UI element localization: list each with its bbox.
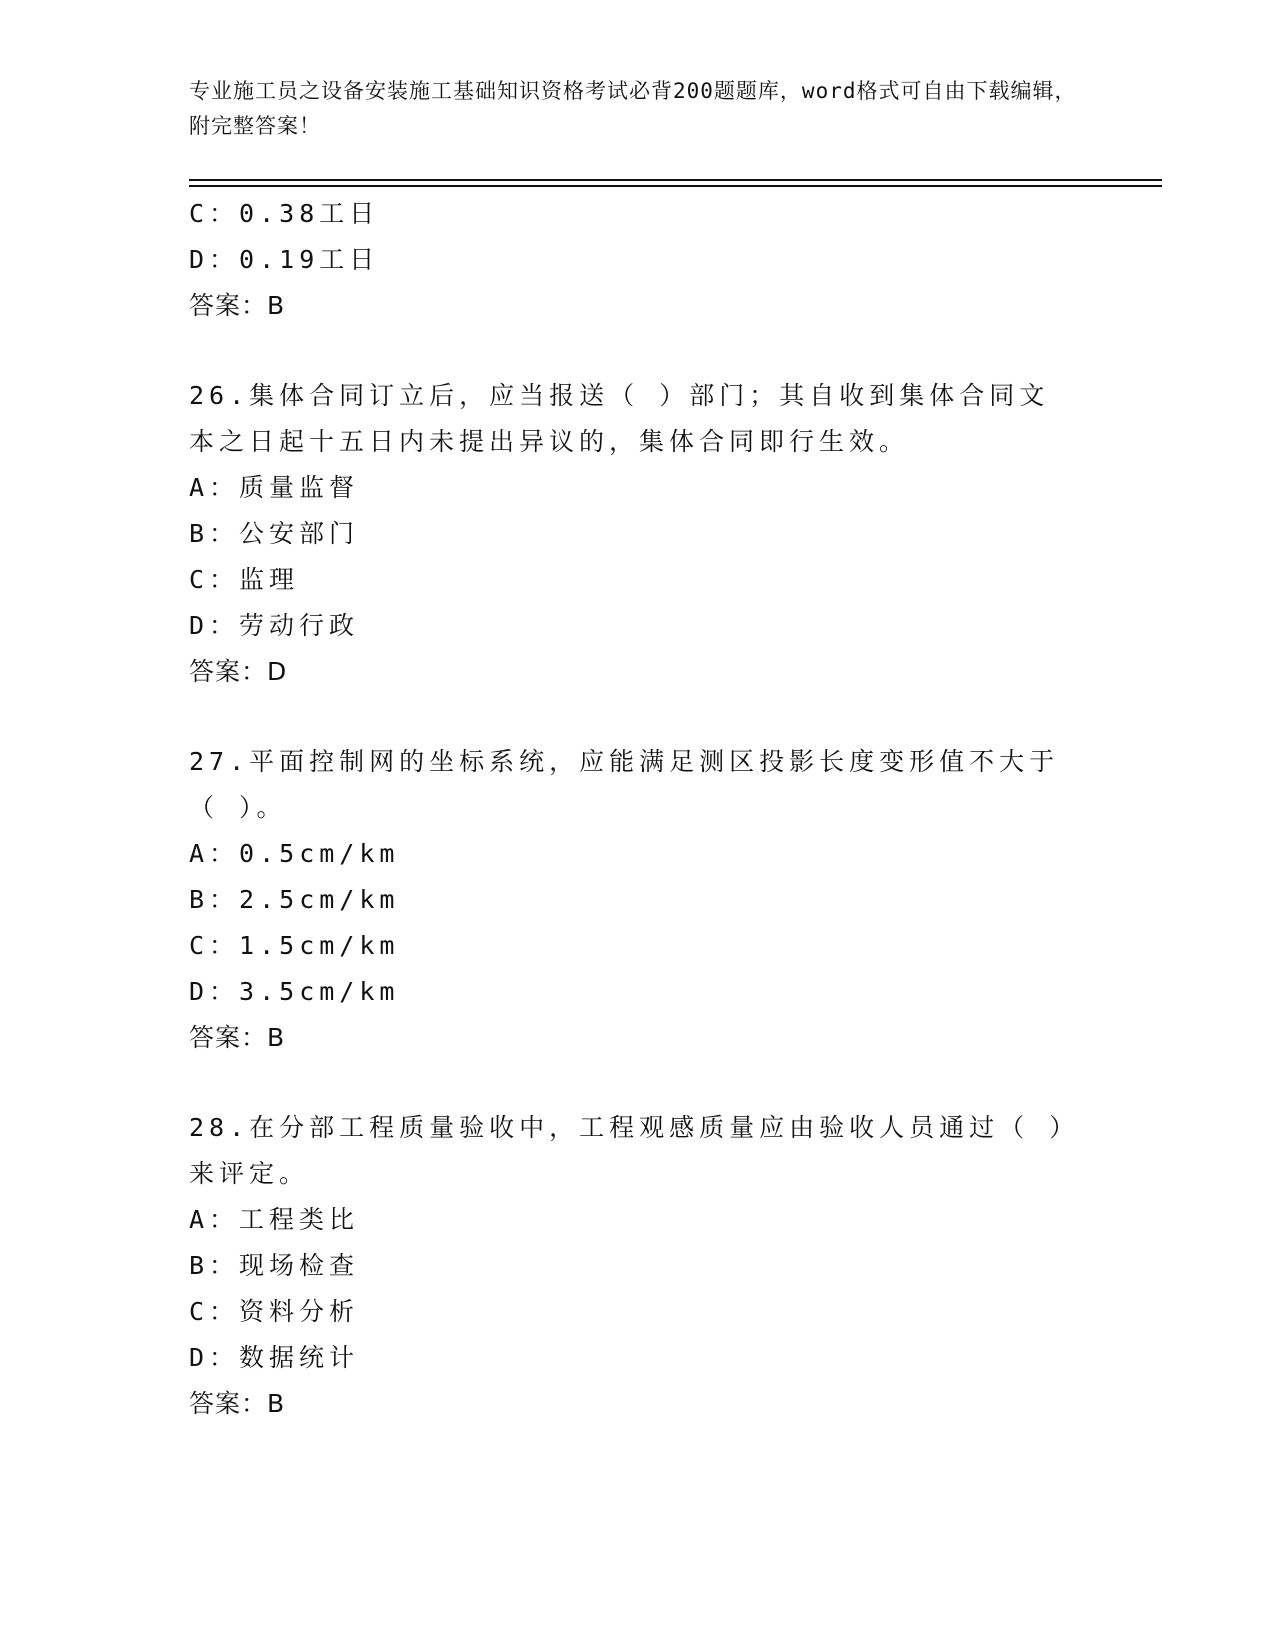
header-divider-bottom (189, 185, 1162, 187)
answer: 答案：B (189, 291, 286, 320)
option-c: C：监理 (189, 565, 300, 594)
document-body (189, 191, 1069, 1427)
question-27 (189, 739, 1069, 1061)
answer: 答案：D (189, 657, 288, 686)
document-header: 专业施工员之设备安装施工基础知识资格考试必背200题题库，word格式可自由下载编辑，附完整答案！ (189, 79, 1077, 138)
option-c: C：资料分析 (189, 1297, 360, 1326)
option-a: A：0.5cm/km (189, 839, 400, 868)
option-d: D：0.19工日 (189, 245, 380, 274)
option-a: A：质量监督 (189, 473, 360, 502)
option-b: B：现场检查 (189, 1251, 360, 1280)
option-c: C：0.38工日 (189, 199, 380, 228)
answer: 答案：B (189, 1023, 286, 1052)
question-stem: 27.平面控制网的坐标系统，应能满足测区投影长度变形值不大于（ ）。 (189, 747, 1060, 822)
option-b: B：公安部门 (189, 519, 360, 548)
question-stem: 26.集体合同订立后，应当报送（ ）部门；其自收到集体合同文本之日起十五日内未提出异议的，集体合同即行生效。 (189, 381, 1050, 456)
option-d: D：数据统计 (189, 1343, 360, 1372)
answer: 答案：B (189, 1389, 286, 1418)
header-divider-top (189, 179, 1162, 181)
question-26 (189, 373, 1069, 695)
carryover-question (189, 191, 1069, 329)
question-stem: 28.在分部工程质量验收中，工程观感质量应由验收人员通过（ ）来评定。 (189, 1113, 1067, 1188)
option-a: A：工程类比 (189, 1205, 360, 1234)
option-d: D：劳动行政 (189, 611, 360, 640)
option-c: C：1.5cm/km (189, 931, 400, 960)
question-28 (189, 1105, 1069, 1427)
option-b: B：2.5cm/km (189, 885, 400, 914)
option-d: D：3.5cm/km (189, 977, 400, 1006)
